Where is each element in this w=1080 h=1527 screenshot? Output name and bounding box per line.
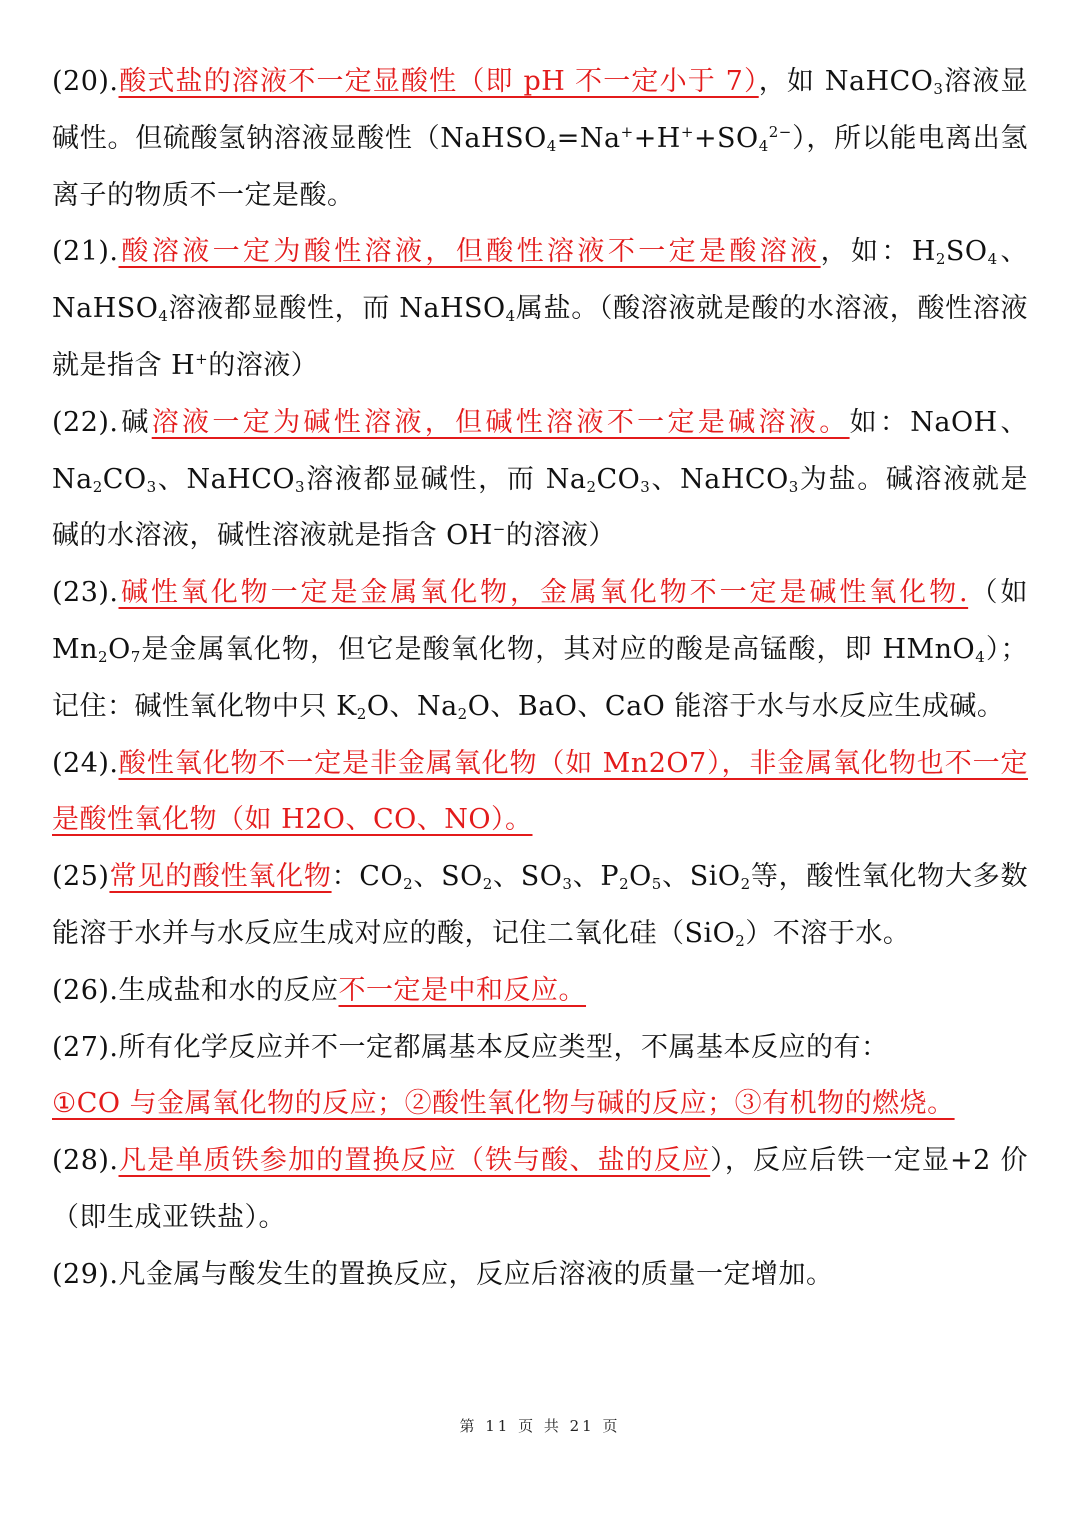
subscript: 2 — [92, 477, 103, 496]
text-segment: +SO — [693, 122, 759, 154]
text-segment: (21). — [52, 236, 119, 268]
text-segment: 、NaHCO — [650, 463, 789, 495]
subscript: 5 — [651, 875, 662, 894]
subscript: 4 — [546, 136, 557, 155]
subscript: 2 — [935, 250, 946, 269]
highlighted-text: 常见的酸性氧化物 — [109, 861, 332, 893]
text-segment: 等，酸性氧化物大多数能溶于水并与水反应生成对应的酸，记住二氧化硅（SiO — [52, 861, 1028, 949]
text-segment: 、SiO — [661, 861, 741, 893]
text-segment: 溶液都显酸性，而 NaHSO — [168, 293, 506, 325]
text-segment: SO — [945, 236, 988, 268]
text-segment: 是金属氧化物，但它是酸氧化物，其对应的酸是高锰酸，即 HMnO — [140, 633, 976, 665]
text-segment: (25) — [52, 861, 110, 893]
text-segment: 如：NaOH、Na — [52, 406, 1029, 495]
text-segment: (27).所有化学反应并不一定都属基本反应类型，不属基本反应的有： — [52, 1031, 889, 1063]
text-segment: O、BaO、CaO 能溶于水与水反应生成碱。 — [467, 690, 1005, 722]
subscript: 4 — [158, 307, 169, 326]
text-segment: CO — [102, 463, 147, 495]
text-segment: 的溶液） — [208, 349, 319, 381]
text-segment: (26).生成盐和水的反应 — [52, 974, 339, 1006]
text-segment: ，如 NaHCO — [758, 66, 934, 97]
subscript: 2 — [740, 875, 751, 894]
paragraph-20 — [52, 54, 1028, 224]
subscript: 3 — [562, 875, 573, 894]
paragraph-26 — [52, 963, 1028, 1020]
highlighted-text: ①CO 与金属氧化物的反应；②酸性氧化物与碱的反应；③有机物的燃烧。 — [52, 1088, 955, 1120]
subscript: 7 — [130, 647, 141, 666]
text-segment: 、SO — [413, 861, 483, 893]
subscript: 2 — [619, 875, 630, 894]
page-footer: 第 11 页 共 21 页 — [459, 1417, 621, 1435]
text-segment: 、SO — [492, 861, 563, 893]
text-segment: 、P — [572, 861, 620, 893]
text-segment: O — [629, 861, 652, 893]
text-segment: ）；记住：碱性氧化物中只 K — [52, 633, 1028, 722]
highlighted-text: 酸式盐的溶液不一定显酸性（即 pH 不一定小于 7） — [118, 66, 759, 97]
paragraph-22 — [52, 395, 1028, 565]
superscript: + — [620, 122, 634, 141]
subscript: 2 — [403, 875, 414, 894]
paragraph-24 — [52, 736, 1028, 850]
subscript: 4 — [505, 307, 516, 326]
text-segment: =Na — [556, 122, 621, 154]
text-segment: 溶液显碱性。但硫酸氢钠溶液显酸性（NaHSO — [52, 66, 1028, 154]
subscript: 3 — [146, 477, 157, 496]
subscript: 3 — [295, 477, 306, 496]
text-segment: (20). — [52, 66, 119, 97]
superscript: + — [680, 122, 694, 141]
text-segment: CO — [596, 463, 641, 495]
paragraph-27 — [52, 1020, 1028, 1077]
text-segment: ），反应后铁一定显+2 价（即生成亚铁盐）。 — [52, 1145, 1029, 1233]
text-segment: ），所以能电离出氢离子的物质不一定是酸。 — [52, 122, 1028, 211]
text-segment: （如 Mn — [52, 577, 1028, 665]
superscript: + — [195, 349, 209, 368]
highlighted-text: 碱性氧化物一定是金属氧化物，金属氧化物不一定是碱性氧化物. — [118, 577, 969, 609]
highlighted-text: 溶液一定为碱性溶液，但碱性溶液不一定是碱溶液。 — [151, 406, 850, 438]
highlighted-text: 不一定是中和反应。 — [338, 974, 587, 1006]
text-segment: (28). — [52, 1145, 119, 1177]
subscript: 2 — [356, 704, 367, 723]
subscript: 4 — [975, 647, 986, 666]
text-segment: +H — [633, 122, 681, 154]
paragraph-29 — [52, 1247, 1028, 1304]
document-body — [52, 54, 1028, 1304]
text-segment: 、NaHCO — [156, 463, 296, 495]
text-segment: O、Na — [366, 690, 458, 722]
text-segment: (29).凡金属与酸发生的置换反应，反应后溶液的质量一定增加。 — [52, 1258, 834, 1290]
subscript: 2 — [735, 931, 746, 950]
paragraph-28 — [52, 1133, 1028, 1247]
paragraph-27-list — [52, 1076, 1028, 1133]
subscript: 3 — [933, 80, 944, 98]
text-segment: ：CO — [331, 861, 404, 893]
subscript: 3 — [788, 477, 799, 496]
superscript: 2− — [768, 122, 792, 141]
highlighted-text: 凡是单质铁参加的置换反应（铁与酸、盐的反应 — [118, 1145, 711, 1177]
highlighted-text: 酸性氧化物不一定是非金属氧化物（如 Mn2O7），非金属氧化物也不一定是酸性氧化物（如 H2O、CO、NO）。 — [52, 747, 1028, 836]
text-segment: 的溶液） — [505, 520, 616, 552]
subscript: 4 — [758, 136, 769, 155]
superscript: − — [492, 520, 506, 539]
paragraph-21 — [52, 224, 1028, 394]
text-segment: ，如：H — [820, 236, 936, 268]
highlighted-text: 酸溶液一定为酸性溶液，但酸性溶液不一定是酸溶液 — [118, 236, 821, 268]
subscript: 2 — [586, 477, 597, 496]
paragraph-25 — [52, 849, 1028, 963]
subscript: 2 — [457, 704, 468, 723]
subscript: 3 — [640, 477, 651, 496]
subscript: 2 — [98, 647, 109, 666]
text-segment: 、NaHSO — [52, 236, 1029, 325]
text-segment: 属盐。（酸溶液就是酸的水溶液，酸性溶液就是指含 H — [52, 293, 1029, 381]
text-segment: (23). — [52, 577, 119, 609]
text-segment: 为盐。碱溶液就是碱的水溶液，碱性溶液就是指含 OH — [52, 463, 1029, 552]
text-segment: ）不溶于水。 — [745, 917, 911, 949]
text-segment: 溶液都显碱性，而 Na — [305, 463, 587, 495]
paragraph-23 — [52, 565, 1028, 735]
text-segment: O — [108, 633, 131, 665]
subscript: 4 — [987, 250, 998, 269]
text-segment: (24). — [52, 747, 119, 779]
subscript: 2 — [482, 875, 493, 894]
text-segment: (22).碱 — [52, 406, 152, 438]
